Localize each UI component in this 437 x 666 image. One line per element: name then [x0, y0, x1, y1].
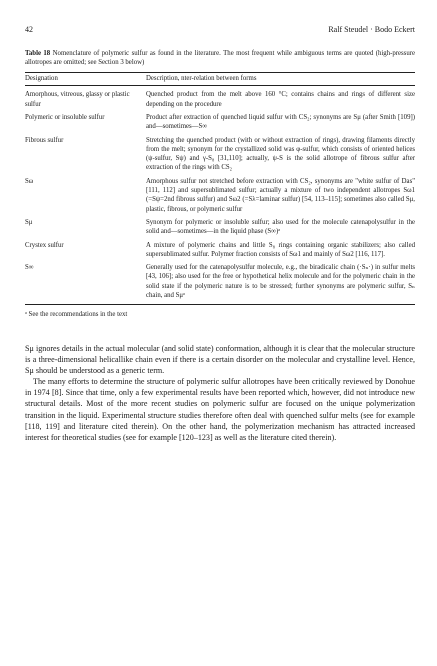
- table-row: [25, 86, 415, 113]
- row-description: Stretching the quenched product (with or without extraction of rings), drawing filaments directly from the melt; synonym for the crystallized solid was φ-sulfur, which consists of oriented helices (ψ-sulfur, Sψ) and γ-S₈ [31,110]; actually, ψ-S is the solid allotrope of fibrous sulfur after extraction of the rings with CS₂: [146, 136, 415, 172]
- table-row: [25, 136, 415, 177]
- table-row: [25, 241, 415, 264]
- body-paragraph: Sμ ignores details in the actual molecular (and solid state) conformation, although it is clear that the molecular structure is a three-dimensional helicallike chain even if there is a certain disorder on the molecular and crystalline level. Hence, Sμ should be understood as a generic term.: [25, 343, 415, 375]
- table-caption: [25, 49, 415, 68]
- table-footnote: ᵃ See the recommendations in the text: [25, 311, 128, 319]
- table-header-row: [25, 72, 415, 86]
- table-row: [25, 263, 415, 305]
- table-caption-label: Table 18: [25, 50, 51, 57]
- table-row: [25, 177, 415, 218]
- table-row: [25, 218, 415, 241]
- row-description: A mixture of polymeric chains and little S₈ rings containing organic stabilizers; also called supersublimated sulfur. Polymer fraction consists of Sω1 and mainly of Sω2 [116, 117].: [146, 241, 415, 258]
- page-number: 42: [25, 25, 33, 34]
- row-designation: Polymeric or insoluble sulfur: [25, 113, 105, 121]
- row-designation: Crystex sulfur: [25, 241, 64, 249]
- row-designation: S∞: [25, 264, 34, 272]
- document-page: [25, 10, 415, 443]
- row-designation: Fibrous sulfur: [25, 136, 64, 144]
- header-designation: Designation: [25, 75, 58, 83]
- row-description: Amorphous sulfur not stretched before extraction with CS₂, synonyms are "white sulfur of Das" [111, 112] and supersublimated sulfur; actually a mixture of two independent allotropes Sω1 (=Sψ=2nd fibrous sulfur) and Sω2 (=Sλ=laminar sulfur) [54, 113–115]; sometimes also called Sμ, plastic, fibrous, or polymeric sulfur: [146, 177, 415, 213]
- running-head: [25, 24, 415, 36]
- row-designation: Amorphous, vitreous, glassy or plastic sulfur: [25, 91, 130, 108]
- nomenclature-table: [25, 72, 415, 306]
- header-description: Description, nter-relation between forms: [146, 75, 257, 83]
- row-designation: Sω: [25, 177, 34, 185]
- body-paragraph: The many efforts to determine the structure of polymeric sulfur allotropes have been critically reviewed by Donohue in 1974 [8]. Since that time, only a few experimental results have been reported which, however, did not introduce new structural details. Most of the more recent studies on polymeric sulfur are focused on the unique polymerization transition in the liquid. Experimental structure studies therefore often deal with quenched sulfur melts (see for example [118, 119] and literature cited therein). On the other hand, the polymerization mechanism has attracted increased interest for theoretical studies (see for example [120–123] as well as the literature cited therein).: [25, 377, 415, 442]
- row-designation: Sμ: [25, 218, 33, 226]
- row-description: Generally used for the catenapolysulfur molecule, e.g., the biradicalic chain (·Sₙ·) in sulfur melts [43, 106]; also used for the free or hypothetical helix molecule and for the polymeric chain in the solid state if the polymeric nature is to be stressed; further synonyms are polymeric sulfur, Sₙ chain, and Sμᵃ: [146, 264, 415, 300]
- running-head-authors: Ralf Steudel · Bodo Eckert: [328, 25, 415, 34]
- body-text: [25, 343, 415, 443]
- table-row: [25, 113, 415, 136]
- row-description: Product after extraction of quenched liquid sulfur with CS₂; synonyms are Sμ (after Smith [109]) and—sometimes—S∞: [146, 113, 415, 131]
- row-description: Quenched product from the melt above 160 °C; contains chains and rings of different size depending on the procedure: [146, 91, 415, 108]
- table-caption-text: Nomenclature of polymeric sulfur as found in the literature. The most frequent while ambiguous terms are quoted (high-pressure allotropes are omitted; see Section 3 below): [25, 50, 415, 67]
- row-description: Synonym for polymeric or insoluble sulfur; also used for the molecule catenapolysulfur in the solid and—sometimes—in the liquid phase (S∞)ᵃ: [146, 218, 415, 236]
